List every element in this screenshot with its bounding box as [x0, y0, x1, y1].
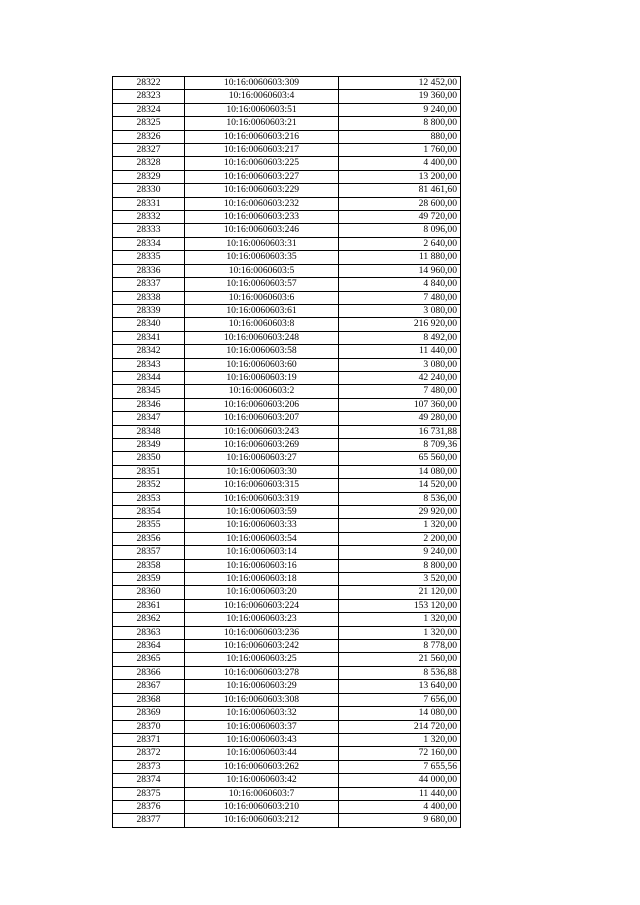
- table-row: [113, 720, 461, 733]
- row-number-cell: 28350: [113, 452, 185, 465]
- table-row: [113, 586, 461, 599]
- cadastral-number-cell: 10:16:0060603:315: [185, 479, 339, 492]
- cadastral-number-cell: 10:16:0060603:5: [185, 264, 339, 277]
- table-row: [113, 532, 461, 545]
- row-number-cell: 28328: [113, 157, 185, 170]
- cadastral-number-cell: 10:16:0060603:319: [185, 492, 339, 505]
- table-row: [113, 707, 461, 720]
- cadastral-number-cell: 10:16:0060603:246: [185, 224, 339, 237]
- table-row: [113, 117, 461, 130]
- value-cell: 7 655,56: [339, 760, 461, 773]
- row-number-cell: 28332: [113, 211, 185, 224]
- table-row: [113, 800, 461, 813]
- cadastral-number-cell: 10:16:0060603:225: [185, 157, 339, 170]
- value-cell: 14 080,00: [339, 707, 461, 720]
- row-number-cell: 28322: [113, 77, 185, 90]
- value-cell: 13 640,00: [339, 680, 461, 693]
- row-number-cell: 28360: [113, 586, 185, 599]
- cadastral-number-cell: 10:16:0060603:224: [185, 599, 339, 612]
- table-row: [113, 438, 461, 451]
- row-number-cell: 28353: [113, 492, 185, 505]
- row-number-cell: 28356: [113, 532, 185, 545]
- value-cell: 1 760,00: [339, 144, 461, 157]
- row-number-cell: 28340: [113, 318, 185, 331]
- value-cell: 19 360,00: [339, 90, 461, 103]
- cadastral-number-cell: 10:16:0060603:60: [185, 358, 339, 371]
- table-row: [113, 184, 461, 197]
- row-number-cell: 28368: [113, 693, 185, 706]
- value-cell: 4 400,00: [339, 800, 461, 813]
- row-number-cell: 28374: [113, 774, 185, 787]
- row-number-cell: 28371: [113, 733, 185, 746]
- table-row: [113, 425, 461, 438]
- cadastral-number-cell: 10:16:0060603:229: [185, 184, 339, 197]
- row-number-cell: 28348: [113, 425, 185, 438]
- table-row: [113, 479, 461, 492]
- value-cell: 49 280,00: [339, 412, 461, 425]
- value-cell: 1 320,00: [339, 626, 461, 639]
- table-row: [113, 787, 461, 800]
- cadastral-number-cell: 10:16:0060603:207: [185, 412, 339, 425]
- table-row: [113, 264, 461, 277]
- cadastral-number-cell: 10:16:0060603:35: [185, 251, 339, 264]
- table-row: [113, 278, 461, 291]
- cadastral-number-cell: 10:16:0060603:23: [185, 613, 339, 626]
- table-row: [113, 733, 461, 746]
- value-cell: 11 440,00: [339, 345, 461, 358]
- row-number-cell: 28344: [113, 371, 185, 384]
- value-cell: 8 492,00: [339, 331, 461, 344]
- table-row: [113, 291, 461, 304]
- table-body: [113, 77, 461, 828]
- cadastral-number-cell: 10:16:0060603:242: [185, 640, 339, 653]
- table-row: [113, 506, 461, 519]
- cadastral-number-cell: 10:16:0060603:309: [185, 77, 339, 90]
- row-number-cell: 28365: [113, 653, 185, 666]
- row-number-cell: 28323: [113, 90, 185, 103]
- cadastral-number-cell: 10:16:0060603:6: [185, 291, 339, 304]
- table-row: [113, 774, 461, 787]
- value-cell: 12 452,00: [339, 77, 461, 90]
- row-number-cell: 28325: [113, 117, 185, 130]
- value-cell: 14 080,00: [339, 465, 461, 478]
- cadastral-number-cell: 10:16:0060603:16: [185, 559, 339, 572]
- value-cell: 216 920,00: [339, 318, 461, 331]
- value-cell: 1 320,00: [339, 733, 461, 746]
- row-number-cell: 28333: [113, 224, 185, 237]
- row-number-cell: 28359: [113, 573, 185, 586]
- table-row: [113, 546, 461, 559]
- cadastral-number-cell: 10:16:0060603:19: [185, 371, 339, 384]
- row-number-cell: 28342: [113, 345, 185, 358]
- row-number-cell: 28338: [113, 291, 185, 304]
- row-number-cell: 28351: [113, 465, 185, 478]
- table-row: [113, 157, 461, 170]
- value-cell: 9 240,00: [339, 546, 461, 559]
- cadastral-number-cell: 10:16:0060603:217: [185, 144, 339, 157]
- cadastral-number-cell: 10:16:0060603:269: [185, 438, 339, 451]
- cadastral-number-cell: 10:16:0060603:2: [185, 385, 339, 398]
- table-row: [113, 304, 461, 317]
- value-cell: 1 320,00: [339, 519, 461, 532]
- cadastral-number-cell: 10:16:0060603:14: [185, 546, 339, 559]
- table-row: [113, 197, 461, 210]
- row-number-cell: 28331: [113, 197, 185, 210]
- row-number-cell: 28369: [113, 707, 185, 720]
- row-number-cell: 28370: [113, 720, 185, 733]
- row-number-cell: 28377: [113, 814, 185, 827]
- row-number-cell: 28345: [113, 385, 185, 398]
- cadastral-number-cell: 10:16:0060603:206: [185, 398, 339, 411]
- table-row: [113, 452, 461, 465]
- value-cell: 8 709,36: [339, 438, 461, 451]
- value-cell: 28 600,00: [339, 197, 461, 210]
- value-cell: 65 560,00: [339, 452, 461, 465]
- table-row: [113, 130, 461, 143]
- value-cell: 3 080,00: [339, 304, 461, 317]
- value-cell: 8 800,00: [339, 559, 461, 572]
- row-number-cell: 28352: [113, 479, 185, 492]
- table-row: [113, 680, 461, 693]
- value-cell: 153 120,00: [339, 599, 461, 612]
- row-number-cell: 28354: [113, 506, 185, 519]
- value-cell: 8 536,88: [339, 666, 461, 679]
- table-row: [113, 170, 461, 183]
- value-cell: 21 120,00: [339, 586, 461, 599]
- row-number-cell: 28347: [113, 412, 185, 425]
- value-cell: 9 240,00: [339, 103, 461, 116]
- cadastral-number-cell: 10:16:0060603:27: [185, 452, 339, 465]
- row-number-cell: 28358: [113, 559, 185, 572]
- cadastral-number-cell: 10:16:0060603:18: [185, 573, 339, 586]
- value-cell: 7 480,00: [339, 385, 461, 398]
- value-cell: 21 560,00: [339, 653, 461, 666]
- table-row: [113, 211, 461, 224]
- cadastral-number-cell: 10:16:0060603:57: [185, 278, 339, 291]
- table-row: [113, 747, 461, 760]
- row-number-cell: 28361: [113, 599, 185, 612]
- row-number-cell: 28337: [113, 278, 185, 291]
- value-cell: 14 960,00: [339, 264, 461, 277]
- value-cell: 107 360,00: [339, 398, 461, 411]
- cadastral-number-cell: 10:16:0060603:233: [185, 211, 339, 224]
- cadastral-number-cell: 10:16:0060603:37: [185, 720, 339, 733]
- cadastral-number-cell: 10:16:0060603:43: [185, 733, 339, 746]
- cadastral-number-cell: 10:16:0060603:59: [185, 506, 339, 519]
- value-cell: 42 240,00: [339, 371, 461, 384]
- value-cell: 11 880,00: [339, 251, 461, 264]
- value-cell: 8 096,00: [339, 224, 461, 237]
- cadastral-number-cell: 10:16:0060603:54: [185, 532, 339, 545]
- cadastral-number-cell: 10:16:0060603:4: [185, 90, 339, 103]
- row-number-cell: 28357: [113, 546, 185, 559]
- value-cell: 11 440,00: [339, 787, 461, 800]
- cadastral-value-table: [112, 76, 461, 828]
- row-number-cell: 28346: [113, 398, 185, 411]
- value-cell: 13 200,00: [339, 170, 461, 183]
- table-row: [113, 814, 461, 827]
- value-cell: 81 461,60: [339, 184, 461, 197]
- cadastral-number-cell: 10:16:0060603:20: [185, 586, 339, 599]
- cadastral-number-cell: 10:16:0060603:51: [185, 103, 339, 116]
- value-cell: 2 640,00: [339, 237, 461, 250]
- table-row: [113, 144, 461, 157]
- cadastral-number-cell: 10:16:0060603:42: [185, 774, 339, 787]
- row-number-cell: 28336: [113, 264, 185, 277]
- row-number-cell: 28343: [113, 358, 185, 371]
- cadastral-number-cell: 10:16:0060603:32: [185, 707, 339, 720]
- value-cell: 1 320,00: [339, 613, 461, 626]
- cadastral-number-cell: 10:16:0060603:212: [185, 814, 339, 827]
- row-number-cell: 28334: [113, 237, 185, 250]
- table-row: [113, 519, 461, 532]
- cadastral-number-cell: 10:16:0060603:25: [185, 653, 339, 666]
- cadastral-number-cell: 10:16:0060603:227: [185, 170, 339, 183]
- row-number-cell: 28372: [113, 747, 185, 760]
- table-row: [113, 318, 461, 331]
- row-number-cell: 28326: [113, 130, 185, 143]
- row-number-cell: 28341: [113, 331, 185, 344]
- table-row: [113, 90, 461, 103]
- table-row: [113, 626, 461, 639]
- table-row: [113, 640, 461, 653]
- cadastral-number-cell: 10:16:0060603:243: [185, 425, 339, 438]
- value-cell: 14 520,00: [339, 479, 461, 492]
- table-row: [113, 224, 461, 237]
- value-cell: 3 520,00: [339, 573, 461, 586]
- table-row: [113, 385, 461, 398]
- row-number-cell: 28327: [113, 144, 185, 157]
- cadastral-number-cell: 10:16:0060603:262: [185, 760, 339, 773]
- value-cell: 7 656,00: [339, 693, 461, 706]
- cadastral-number-cell: 10:16:0060603:232: [185, 197, 339, 210]
- cadastral-number-cell: 10:16:0060603:308: [185, 693, 339, 706]
- value-cell: 3 080,00: [339, 358, 461, 371]
- cadastral-number-cell: 10:16:0060603:29: [185, 680, 339, 693]
- row-number-cell: 28364: [113, 640, 185, 653]
- value-cell: 8 778,00: [339, 640, 461, 653]
- value-cell: 4 840,00: [339, 278, 461, 291]
- table-row: [113, 237, 461, 250]
- row-number-cell: 28366: [113, 666, 185, 679]
- table-row: [113, 398, 461, 411]
- value-cell: 9 680,00: [339, 814, 461, 827]
- cadastral-number-cell: 10:16:0060603:31: [185, 237, 339, 250]
- value-cell: 214 720,00: [339, 720, 461, 733]
- row-number-cell: 28375: [113, 787, 185, 800]
- table-row: [113, 331, 461, 344]
- cadastral-number-cell: 10:16:0060603:236: [185, 626, 339, 639]
- value-cell: 49 720,00: [339, 211, 461, 224]
- row-number-cell: 28349: [113, 438, 185, 451]
- cadastral-number-cell: 10:16:0060603:44: [185, 747, 339, 760]
- table-row: [113, 465, 461, 478]
- value-cell: 2 200,00: [339, 532, 461, 545]
- row-number-cell: 28330: [113, 184, 185, 197]
- cadastral-number-cell: 10:16:0060603:216: [185, 130, 339, 143]
- row-number-cell: 28329: [113, 170, 185, 183]
- table-row: [113, 613, 461, 626]
- row-number-cell: 28339: [113, 304, 185, 317]
- row-number-cell: 28355: [113, 519, 185, 532]
- cadastral-number-cell: 10:16:0060603:210: [185, 800, 339, 813]
- value-cell: 880,00: [339, 130, 461, 143]
- value-cell: 8 536,00: [339, 492, 461, 505]
- row-number-cell: 28324: [113, 103, 185, 116]
- table-row: [113, 103, 461, 116]
- cadastral-number-cell: 10:16:0060603:33: [185, 519, 339, 532]
- row-number-cell: 28373: [113, 760, 185, 773]
- cadastral-number-cell: 10:16:0060603:21: [185, 117, 339, 130]
- cadastral-number-cell: 10:16:0060603:278: [185, 666, 339, 679]
- table-row: [113, 760, 461, 773]
- value-cell: 7 480,00: [339, 291, 461, 304]
- row-number-cell: 28362: [113, 613, 185, 626]
- table-row: [113, 371, 461, 384]
- table-row: [113, 559, 461, 572]
- value-cell: 29 920,00: [339, 506, 461, 519]
- value-cell: 8 800,00: [339, 117, 461, 130]
- cadastral-number-cell: 10:16:0060603:7: [185, 787, 339, 800]
- table-row: [113, 599, 461, 612]
- table-row: [113, 693, 461, 706]
- row-number-cell: 28376: [113, 800, 185, 813]
- value-cell: 44 000,00: [339, 774, 461, 787]
- cadastral-number-cell: 10:16:0060603:58: [185, 345, 339, 358]
- value-cell: 72 160,00: [339, 747, 461, 760]
- table-row: [113, 345, 461, 358]
- row-number-cell: 28363: [113, 626, 185, 639]
- table-row: [113, 251, 461, 264]
- table-row: [113, 666, 461, 679]
- value-cell: 16 731,88: [339, 425, 461, 438]
- table-row: [113, 573, 461, 586]
- table-row: [113, 412, 461, 425]
- table-row: [113, 653, 461, 666]
- row-number-cell: 28367: [113, 680, 185, 693]
- row-number-cell: 28335: [113, 251, 185, 264]
- value-cell: 4 400,00: [339, 157, 461, 170]
- table-row: [113, 358, 461, 371]
- cadastral-number-cell: 10:16:0060603:61: [185, 304, 339, 317]
- cadastral-number-cell: 10:16:0060603:30: [185, 465, 339, 478]
- table-row: [113, 492, 461, 505]
- table-row: [113, 77, 461, 90]
- cadastral-number-cell: 10:16:0060603:248: [185, 331, 339, 344]
- cadastral-number-cell: 10:16:0060603:8: [185, 318, 339, 331]
